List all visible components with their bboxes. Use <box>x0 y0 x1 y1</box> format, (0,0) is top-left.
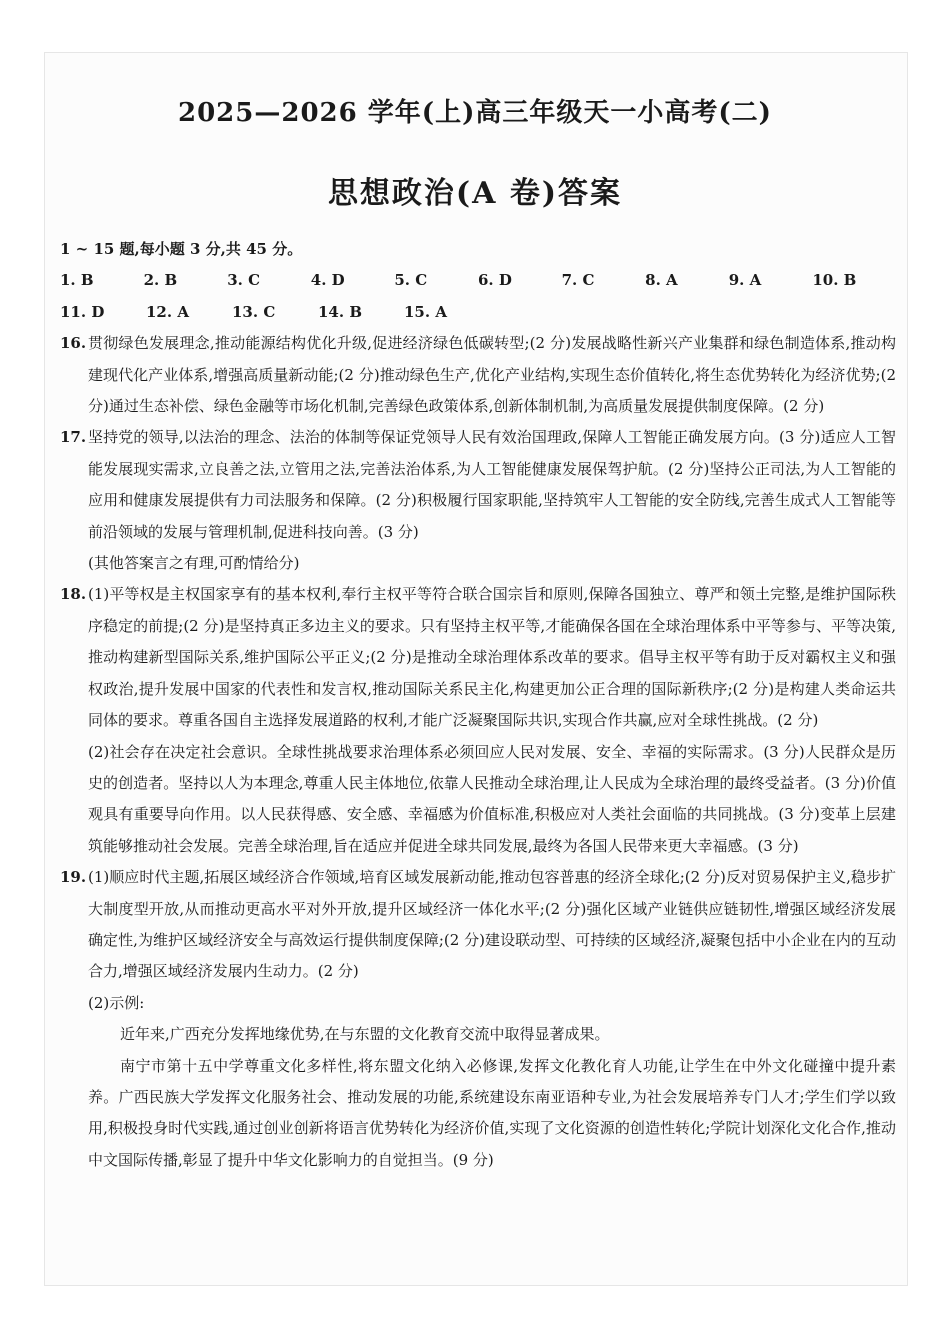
mc-answer: 1. B <box>60 271 94 290</box>
answer-part-1: (1)平等权是主权国家享有的基本权利,奉行主权平等符合联合国宗旨和原则,保障各国独立、尊严和领土完整,是维护国际秩序稳定的前提;(2 分)是坚持真正多边主义的要求。只有坚持主权平等,才能确保各国在全球治理体系中平等参与、平等决策,推动构建新型国际关系,维护国际公平正义;(2 分)是推动全球治理体系改革的要求。倡导主权平等有助于反对霸权主义和强权政治,提升发展中国家的代表性和发言权,推动国际关系民主化,构建更加公正合理的国际新秩序;(2 分)是构建人类命运共同体的要求。尊重各国自主选择发展道路的权利,才能广泛凝聚国际共识,实现合作共赢,应对全球性挑战。(2 分) <box>88 585 896 730</box>
exam-subtitle: 思想政治(A 卷)答案 <box>327 176 623 211</box>
question-number: 19. <box>60 868 87 887</box>
question-number: 18. <box>60 585 87 604</box>
question-17 <box>60 422 896 579</box>
mc-answer: 10. B <box>812 271 857 290</box>
answer-content <box>60 234 896 1176</box>
answer-part-2: (2)社会存在决定社会意识。全球性挑战要求治理体系必须回应人民对发展、安全、幸福的实际需求。(3 分)人民群众是历史的创造者。坚持以人为本理念,尊重人民主体地位,依靠人民推动全球治理,让人民成为全球治理的最终受益者。(3 分)价值观具有重要导向作用。以人民获得感、安全感、幸福感为价值标准,积极应对人类社会面临的共同挑战。(3 分)变革上层建筑能够推动社会发展。完善全球治理,旨在适应并促进全球共同发展,最终为各国人民带来更大幸福感。(3 分) <box>88 742 896 855</box>
answer-part-1: (1)顺应时代主题,拓展区域经济合作领域,培育区域发展新动能,推动包容普惠的经济全球化;(2 分)反对贸易保护主义,稳步扩大制度型开放,从而推动更高水平对外开放,提升区域经济一体化水平;(2 分)强化区域产业链供应链韧性,增强区域经济发展确定性,为维护区域经济安全与高效运行提供制度保障;(2 分)建设联动型、可持续的区域经济,凝聚包括中小企业在内的互动合力,增强区域经济发展内生动力。(2 分) <box>88 868 896 981</box>
mc-answer: 14. B <box>318 302 362 321</box>
mc-answer: 6. D <box>477 271 512 290</box>
mc-answer: 13. C <box>232 302 276 321</box>
exam-title: 2025—2026 学年(上)高三年级天一小高考(二) <box>178 98 772 128</box>
mc-answer: 2. B <box>143 271 178 290</box>
mc-answer: 7. C <box>561 271 595 290</box>
mc-answer: 12. A <box>146 302 189 321</box>
question-number: 16. <box>60 334 87 353</box>
question-18 <box>60 579 896 862</box>
question-19 <box>60 862 896 1176</box>
example-paragraph-2: 南宁市第十五中学尊重文化多样性,将东盟文化纳入必修课,发挥文化教化育人功能,让学生在中外文化碰撞中提升素养。广西民族大学发挥文化服务社会、推动发展的功能,系统建设东南亚语种专业,为社会发展培养专门人才;学生们学以致用,积极投身时代实践,通过创业创新将语言优势转化为经济价值,实现了文化资源的创造性转化;学院计划深化文化合作,推动中文国际传播,彰显了提升中华文化影响力的自觉担当。(9 分) <box>88 1056 896 1169</box>
mc-answer: 3. C <box>227 271 261 290</box>
question-16 <box>60 328 896 422</box>
mc-answer: 8. A <box>645 271 678 290</box>
grading-note: (其他答案言之有理,可酌情给分) <box>88 554 300 573</box>
mc-answer: 9. A <box>728 271 762 290</box>
answer-text: 贯彻绿色发展理念,推动能源结构优化升级,促进经济绿色低碳转型;(2 分)发展战略性新兴产业集群和绿色制造体系,推动构建现代化产业体系,增强高质量新动能;(2 分)推动绿色生产,优化产业结构,实现生态价值转化,将生态优势转化为经济优势;(2 分)通过生态补偿、绿色金融等市场化机制,完善绿色政策体系,创新体制机制,为高质量发展提供制度保障。(2 分) <box>88 334 896 416</box>
example-paragraph-1: 近年来,广西充分发挥地缘优势,在与东盟的文化教育交流中取得显著成果。 <box>120 1025 610 1044</box>
mc-scoring-note: 1 ~ 15 题,每小题 3 分,共 45 分。 <box>60 240 303 258</box>
mc-answer: 5. C <box>394 271 428 290</box>
mc-answer: 11. D <box>60 302 105 321</box>
answer-text: 坚持党的领导,以法治的理念、法治的体制等保证党领导人民有效治国理政,保障人工智能正确发展方向。(3 分)适应人工智能发展现实需求,立良善之法,立管用之法,完善法治体系,为人工智能健康发展保驾护航。(2 分)坚持公正司法,为人工智能的应用和健康发展提供有力司法服务和保障。(2 分)积极履行国家职能,坚持筑牢人工智能的安全防线,完善生成式人工智能等前沿领域的发展与管理机制,促进科技向善。(3 分) <box>88 428 896 541</box>
mc-answer: 4. D <box>310 271 345 290</box>
mc-answers-row-2 <box>60 297 896 328</box>
mc-answers-row-1 <box>60 265 896 296</box>
mc-answer: 15. A <box>404 302 447 321</box>
question-number: 17. <box>60 428 87 447</box>
answer-part-2-label: (2)示例: <box>88 993 145 1012</box>
